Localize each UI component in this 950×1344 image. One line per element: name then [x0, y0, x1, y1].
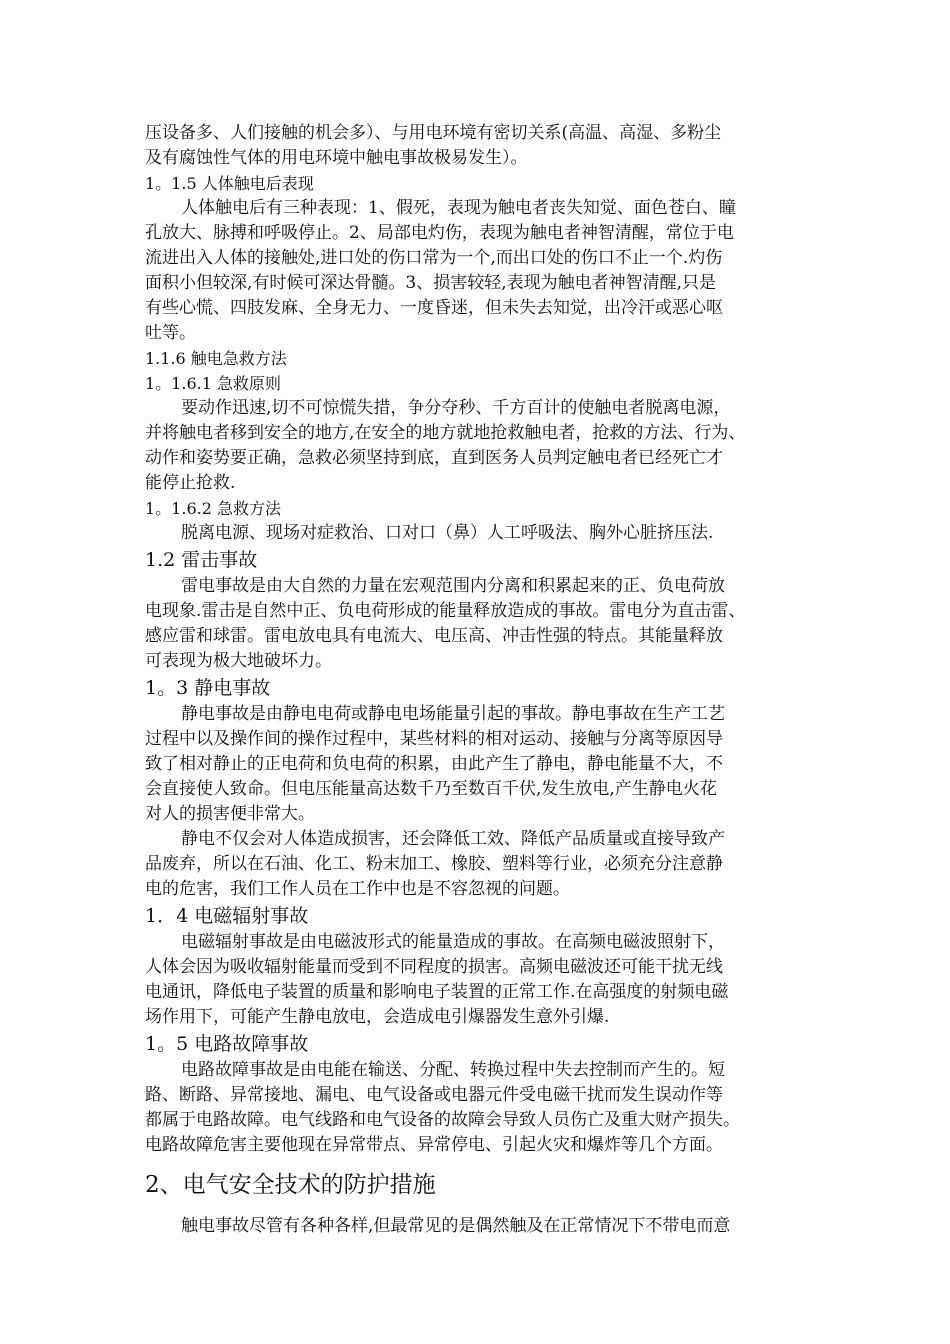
text-line: 压设备多、人们接触的机会多）、与用电环境有密切关系(高温、高湿、多粉尘	[145, 123, 722, 143]
text-line: 品废弃，所以在石油、化工、粉末加工、橡胶、塑料等行业，必须充分注意静	[145, 854, 723, 874]
text-line: 电路故障事故是由电能在输送、分配、转换过程中失去控制而产生的。短	[181, 1060, 725, 1080]
text-line: 面积小但较深,有时候可深达骨髓。3、损害较轻,表现为触电者神智清醒,只是	[145, 273, 717, 293]
text-line: 吐等。	[145, 323, 196, 343]
heading-1-4: 1．4 电磁辐射事故	[145, 905, 309, 927]
text-line: 孔放大、脉搏和呼吸停止。2、局部电灼伤，表现为触电者神智清醒，常位于电	[145, 223, 734, 243]
paragraph-intro	[145, 121, 825, 171]
paragraph-1-3-a	[145, 702, 825, 827]
heading-1-1-6-2: 1。1.6.2 急救方法	[145, 499, 281, 518]
text-line: 对人的损害便非常大。	[145, 804, 315, 824]
text-line: 及有腐蚀性气体的用电环境中触电事故极易发生）。	[145, 148, 528, 168]
text-line: 路、断路、异常接地、漏电、电气设备或电器元件受电磁干扰而发生误动作等	[145, 1085, 723, 1105]
text-line: 感应雷和球雷。雷电放电具有电流大、电压高、冲击性强的特点。其能量释放	[145, 626, 723, 646]
text-line: 雷电事故是由大自然的力量在宏观范围内分离和积累起来的正、负电荷放	[181, 576, 725, 596]
paragraph-1-4	[145, 930, 825, 1030]
text-line: 电磁辐射事故是由电磁波形式的能量造成的事故。在高频电磁波照射下，	[181, 932, 725, 952]
heading-1-2: 1.2 雷击事故	[145, 549, 258, 571]
paragraph-1-5	[145, 1058, 825, 1158]
heading-2: 2、电气安全技术的防护措施	[145, 1172, 436, 1198]
text-line: 动作和姿势要正确，急救必须坚持到底，直到医务人员判定触电者已经死亡才	[145, 448, 723, 468]
text-line: 致了相对静止的正电荷和负电荷的积累，由此产生了静电，静电能量不大，不	[145, 754, 723, 774]
document-body	[145, 121, 825, 1239]
heading-1-5: 1。5 电路故障事故	[145, 1033, 309, 1055]
paragraph-1-2	[145, 574, 825, 674]
text-line: 过程中以及操作间的操作过程中，某些材料的相对运动、接触与分离等原因导	[145, 729, 723, 749]
paragraph-1-3-b	[145, 827, 825, 902]
text-line: 要动作迅速,切不可惊慌失措，争分夺秒、千方百计的使触电者脱离电源，	[181, 398, 731, 418]
text-line: 电路故障危害主要他现在异常带点、异常停电、引起火灾和爆炸等几个方面。	[145, 1135, 723, 1155]
paragraph-1-1-6-1	[145, 396, 825, 496]
text-line: 人体触电后有三种表现：1、假死，表现为触电者丧失知觉、面色苍白、瞳	[181, 198, 736, 218]
text-line: 都属于电路故障。电气线路和电气设备的故障会导致人员伤亡及重大财产损失。	[145, 1110, 740, 1130]
text-line: 并将触电者移到安全的地方,在安全的地方就地抢救触电者，抢救的方法、行为、	[145, 423, 746, 443]
text-line: 脱离电源、现场对症救治、口对口（鼻）人工呼吸法、胸外心脏挤压法.	[181, 523, 714, 543]
paragraph-1-1-6-2	[145, 521, 825, 546]
text-line: 人体会因为吸收辐射能量而受到不同程度的损害。高频电磁波还可能干扰无线	[145, 957, 723, 977]
heading-1-1-6: 1.1.6 触电急救方法	[145, 349, 287, 368]
text-line: 有些心慌、四肢发麻、全身无力、一度昏迷，但未失去知觉，出冷汗或恶心呕	[145, 298, 723, 318]
paragraph-1-1-5	[145, 196, 825, 346]
paragraph-2	[145, 1214, 825, 1239]
text-line: 触电事故尽管有各种各样,但最常见的是偶然触及在正常情况下不带电而意	[181, 1216, 731, 1236]
text-line: 静电不仅会对人体造成损害，还会降低工效、降低产品质量或直接导致产	[181, 829, 725, 849]
text-line: 电现象.雷击是自然中正、负电荷形成的能量释放造成的事故。雷电分为直击雷、	[145, 601, 746, 621]
text-line: 电的危害，我们工作人员在工作中也是不容忽视的问题。	[145, 879, 570, 899]
heading-1-1-6-1: 1。1.6.1 急救原则	[145, 374, 281, 393]
text-line: 场作用下，可能产生静电放电，会造成电引爆器发生意外引爆.	[145, 1007, 610, 1027]
text-line: 流进出入人体的接触处,进口处的伤口常为一个,而出口处的伤口不止一个.灼伤	[145, 248, 723, 268]
text-line: 会直接使人致命。但电压能量高达数千乃至数百千伏,发生放电,产生静电火花	[145, 779, 717, 799]
text-line: 能停止抢救.	[145, 473, 236, 493]
heading-1-1-5: 1。1.5 人体触电后表现	[145, 174, 314, 193]
text-line: 静电事故是由静电电荷或静电电场能量引起的事故。静电事故在生产工艺	[181, 704, 725, 724]
text-line: 电通讯，降低电子装置的质量和影响电子装置的正常工作.在高强度的射频电磁	[145, 982, 729, 1002]
heading-1-3: 1。3 静电事故	[145, 677, 271, 699]
text-line: 可表现为极大地破坏力。	[145, 651, 332, 671]
